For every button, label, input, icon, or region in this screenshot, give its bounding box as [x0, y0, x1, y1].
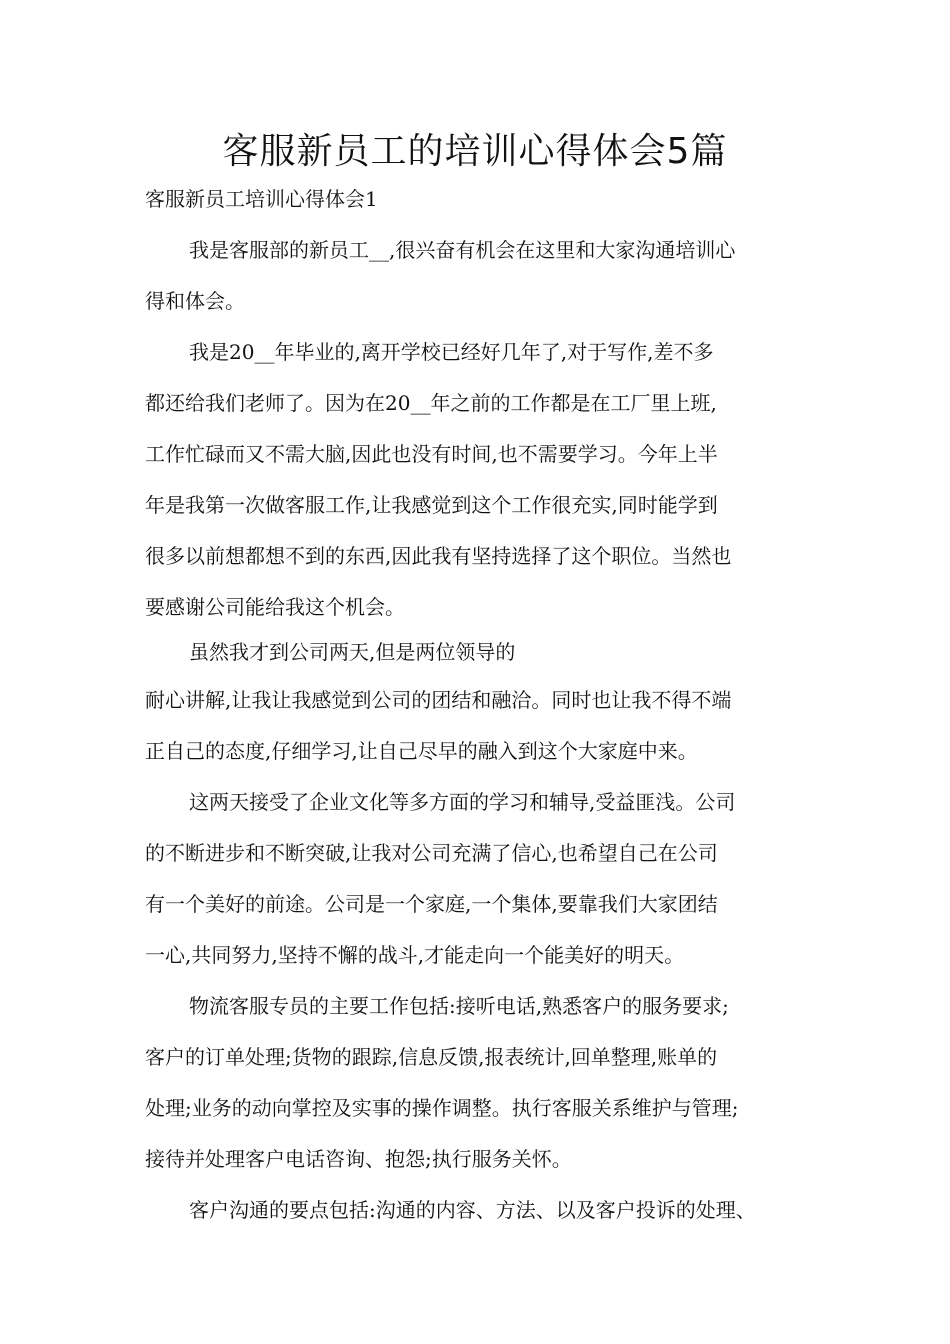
- text-line: 的不断进步和不断突破,让我对公司充满了信心,也希望自己在公司: [145, 841, 718, 865]
- text-line: 正自己的态度,仔细学习,让自己尽早的融入到这个大家庭中来。: [145, 739, 698, 763]
- text-line: 得和体会。: [145, 289, 245, 313]
- text-line: 接待并处理客户电话咨询、抱怨;执行服务关怀。: [145, 1147, 572, 1171]
- section-heading: 客服新员工培训心得体会1: [145, 187, 378, 211]
- text-line: 很多以前想都想不到的东西,因此我有坚持选择了这个职位。当然也: [145, 544, 732, 568]
- text-line: 物流客服专员的主要工作包括:接听电话,熟悉客户的服务要求;: [189, 994, 729, 1018]
- text-line: 客户沟通的要点包括:沟通的内容、方法、以及客户投诉的处理、: [189, 1198, 756, 1222]
- text-line: 工作忙碌而又不需大脑,因此也没有时间,也不需要学习。今年上半: [145, 442, 718, 466]
- text-line: 耐心讲解,让我让我感觉到公司的团结和融洽。同时也让我不得不端: [145, 688, 732, 712]
- text-line: 年是我第一次做客服工作,让我感觉到这个工作很充实,同时能学到: [145, 493, 718, 517]
- text-line: 这两天接受了企业文化等多方面的学习和辅导,受益匪浅。公司: [189, 790, 736, 814]
- text-line: 处理;业务的动向掌控及实事的操作调整。执行客服关系维护与管理;: [145, 1096, 739, 1120]
- text-line: 有一个美好的前途。公司是一个家庭,一个集体,要靠我们大家团结: [145, 892, 718, 916]
- text-line: 都还给我们老师了。因为在20__年之前的工作都是在工厂里上班,: [145, 391, 717, 415]
- text-line: 客户的订单处理;货物的跟踪,信息反馈,报表统计,回单整理,账单的: [145, 1045, 718, 1069]
- text-line: 一心,共同努力,坚持不懈的战斗,才能走向一个能美好的明天。: [145, 943, 685, 967]
- text-line: 要感谢公司能给我这个机会。: [145, 595, 405, 619]
- text-line: 虽然我才到公司两天,但是两位领导的: [189, 640, 516, 664]
- text-line: 我是客服部的新员工__,很兴奋有机会在这里和大家沟通培训心: [189, 238, 736, 262]
- document-title: 客服新员工的培训心得体会5篇: [222, 131, 728, 172]
- text-line: 我是20__年毕业的,离开学校已经好几年了,对于写作,差不多: [189, 340, 714, 364]
